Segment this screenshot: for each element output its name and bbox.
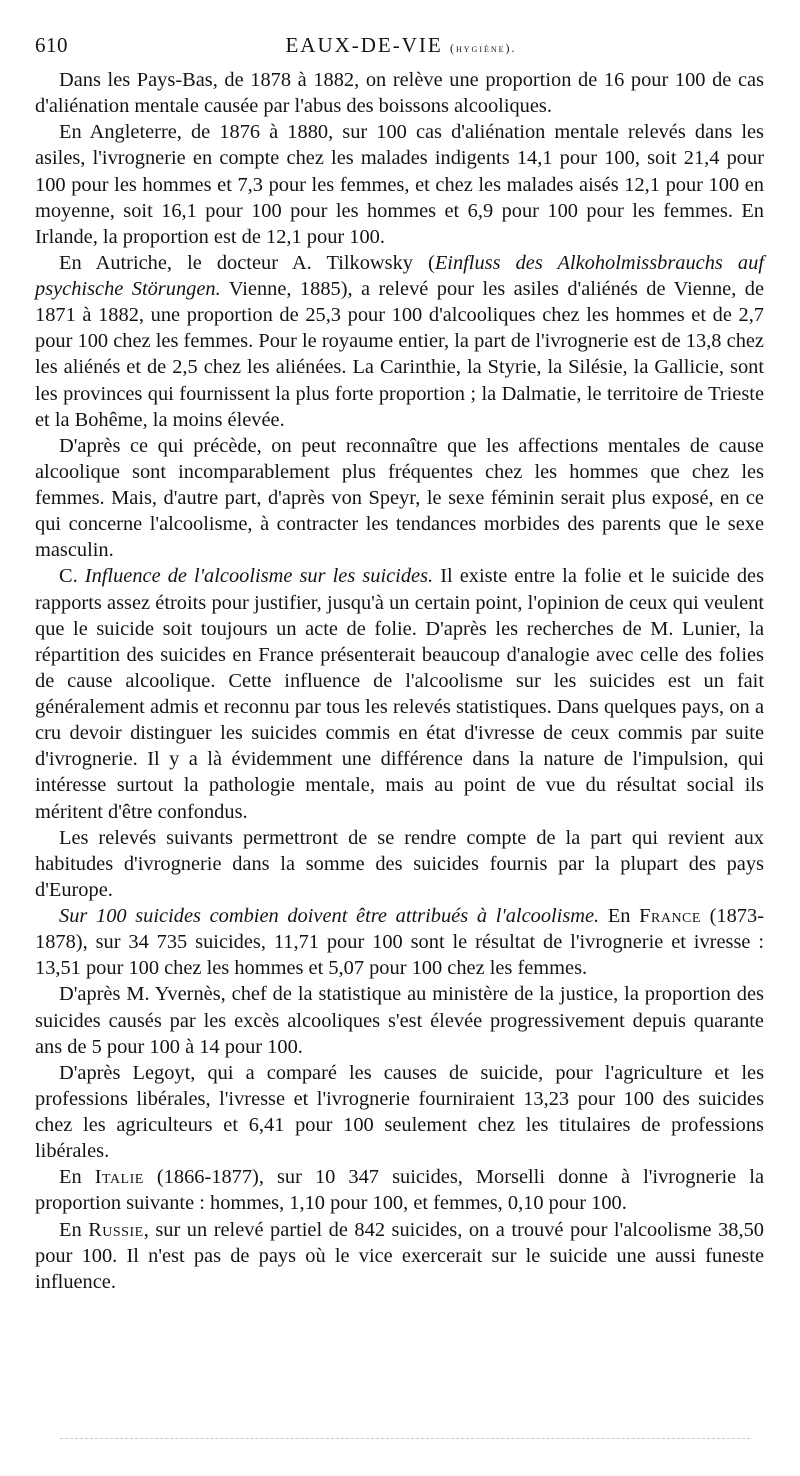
- paragraph-text: C.: [59, 565, 85, 588]
- paragraph-text: Les relevés suivants permettront de se rendre compte de la part qui revient aux habitudes d'ivrognerie dans la somme des suicides fournis par la plupart des pays d'Europe.: [35, 826, 764, 901]
- paragraph: [35, 825, 764, 903]
- paragraph-text: En: [59, 1218, 89, 1241]
- paragraph: [35, 1164, 764, 1216]
- paragraph: [35, 981, 764, 1059]
- paragraph: [35, 1217, 764, 1295]
- paragraph-text: D'après ce qui précède, on peut reconnaître que les affections mentales de cause alcoolique sont incomparablement plus fréquentes chez les hommes que chez les femmes. Mais, d'autre part, d'après von Speyr, le sexe féminin serait plus exposé, en ce qui concerne l'alcoolisme, à contracter les tendances morbides des parents que le sexe masculin.: [35, 434, 764, 562]
- paragraph-text: , sur un relevé partiel de 842 suicides, on a trouvé pour l'alcoolisme 38,50 pour 100. Il n'est pas de pays où le vice exercerait sur le suicide une aussi funeste influence.: [35, 1218, 764, 1293]
- paragraph: [35, 1060, 764, 1165]
- page-number: 610: [35, 33, 68, 57]
- paragraph-text: En: [599, 905, 640, 927]
- paragraph-text: D'après M. Yvernès, chef de la statistique au ministère de la justice, la proportion des suicides causés par les excès alcooliques s'est élevée progressivement depuis quarante ans de 5 pour 100 à 14 pour 100.: [35, 983, 764, 1058]
- paragraph: [35, 563, 764, 824]
- paragraph-text: Dans les Pays-Bas, de 1878 à 1882, on relève une proportion de 16 pour 100 de cas d'aliénation mentale causée par l'abus des boissons alcooliques.: [35, 69, 764, 118]
- running-title-subhead: (hygiène).: [450, 41, 517, 55]
- running-title: [35, 33, 767, 58]
- paragraph: [35, 250, 764, 433]
- paragraph-text: En Autriche, le docteur A. Tilkowsky (: [59, 251, 435, 274]
- country-name: Russie: [88, 1218, 144, 1241]
- paragraph: [35, 433, 764, 564]
- paragraph-text: Il existe entre la folie et le suicide des rapports assez étroits pour justifier, jusqu'à un certain point, l'opinion de ceux qui veulent que le suicide soit toujours un acte de folie. D'après les recherches de M. Lunier, la répartition des suicides en France présenterait beaucoup d'analogie avec celle des folies de cause alcoolique. Cette influence de l'alcoolisme sur les suicides est un fait généralement admis et reconnu par tous les relevés statistiques. Dans quelques pays, on a cru devoir distinguer les suicides commis en état d'ivresse de ceux commis par suite d'ivrognerie. Il y a là évidemment une différence dans la nature de l'impulsion, qui intéresse surtout la pathologie mentale, mais au point de vue du résultat social ils méritent d'être confondus.: [35, 565, 764, 823]
- paragraph: [35, 903, 764, 981]
- footer-rule: [60, 1438, 750, 1439]
- country-name: Italie: [94, 1166, 144, 1189]
- paragraph: [35, 67, 764, 119]
- paragraph-text: Vienne, 1885), a relevé pour les asiles d'aliénés de Vienne, de 1871 à 1882, une proportion de 25,3 pour 100 d'alcooliques chez les hommes et de 2,7 pour 100 chez les femmes. Pour le royaume entier, la part de l'ivrognerie est de 13,8 chez les aliénés et de 2,5 chez les aliénées. La Carinthie, la Styrie, la Silésie, la Gallicie, sont les provinces qui fournissent la plus forte proportion ; la Dalmatie, le territoire de Trieste et la Bohême, la moins élevée.: [35, 278, 765, 431]
- paragraph-text: (1873-1878), sur 34 735 suicides, 11,71 pour 100 sont le résultat de l'ivrognerie et ivresse : 13,51 pour 100 chez les hommes et 5,07 pour 100 chez les femmes.: [35, 905, 764, 980]
- paragraph-text: D'après Legoyt, qui a comparé les causes de suicide, pour l'agriculture et les professions libérales, l'ivresse et l'ivrognerie fourniraient 13,23 pour 100 des suicides chez les agriculteurs et 6,41 pour 100 seulement chez les titulaires de professions libérales.: [35, 1061, 764, 1163]
- paragraph-text: En Angleterre, de 1876 à 1880, sur 100 cas d'aliénation mentale relevés dans les asiles, l'ivrognerie en compte chez les malades indigents 14,1 pour 100, soit 21,4 pour 100 pour les hommes et 7,3 pour les femmes, et chez les malades aisés 12,1 pour 100 en moyenne, soit 16,1 pour 100 pour les hommes et 6,9 pour 100 pour les femmes. En Irlande, la proportion est de 12,1 pour 100.: [35, 121, 764, 248]
- paragraph: [35, 119, 764, 250]
- italic-heading: Sur 100 suicides combien doivent être attribués à l'alcoolisme.: [59, 905, 600, 927]
- page-header: [35, 33, 767, 59]
- italic-title: Influence de l'alcoolisme sur les suicides.: [84, 565, 434, 588]
- paragraph-text: En: [59, 1166, 95, 1189]
- italic-title: Einfluss des Alkoholmissbrauchs auf psychische Störungen.: [35, 251, 764, 300]
- paragraph-text: (1866-1877), sur 10 347 suicides, Morselli donne à l'ivrognerie la proportion suivante : hommes, 1,10 pour 100, et femmes, 0,10 pour 100.: [35, 1166, 764, 1215]
- running-title-main: EAUX-DE-VIE: [285, 33, 443, 57]
- country-name: France: [639, 905, 701, 927]
- body-text: [35, 67, 764, 1295]
